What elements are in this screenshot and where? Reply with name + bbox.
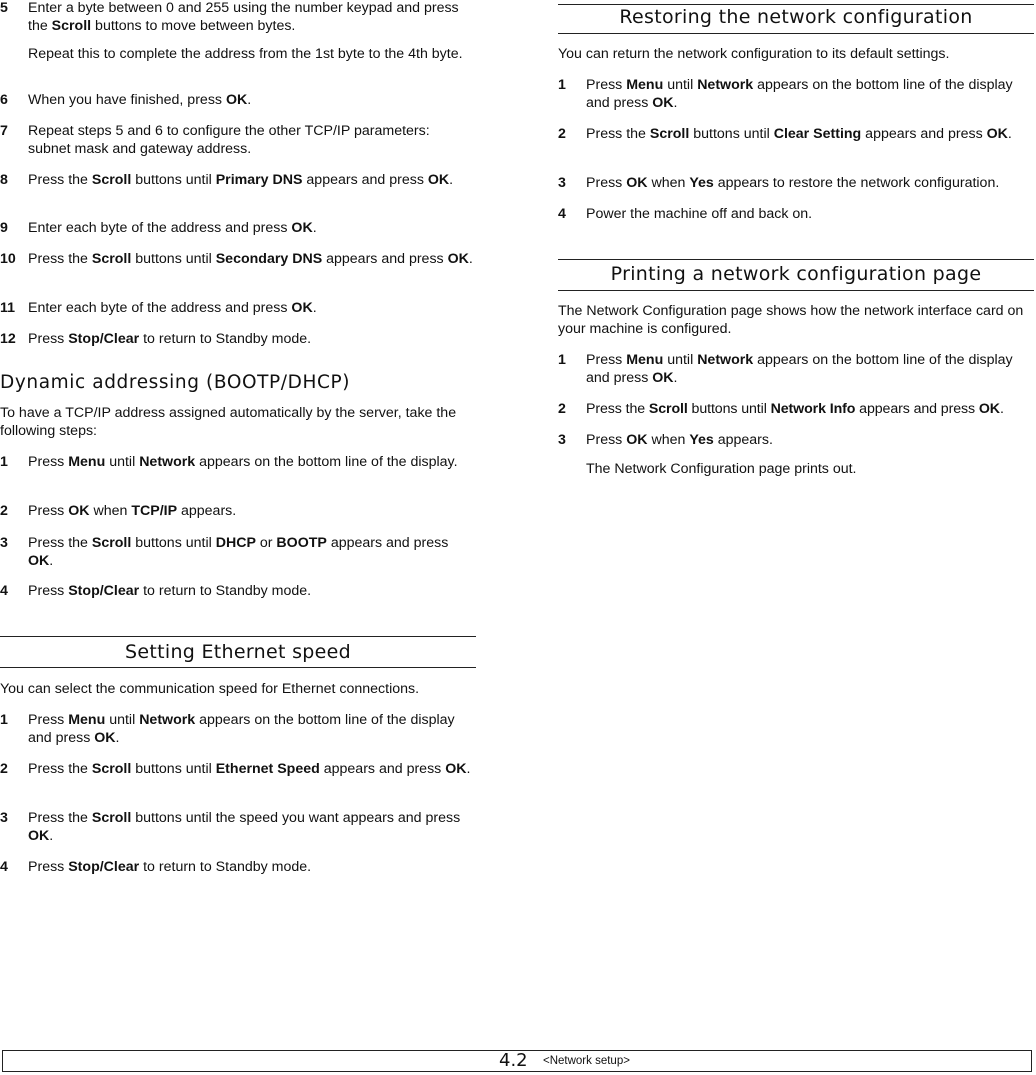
section-intro: The Network Configuration page shows how the network interface card on your machine is configured. bbox=[558, 303, 1024, 337]
step-number: 5 bbox=[0, 0, 8, 16]
step-number: 10 bbox=[0, 251, 16, 267]
step-number: 11 bbox=[0, 300, 15, 316]
step-number: 2 bbox=[0, 761, 8, 777]
section-rule-top bbox=[558, 4, 1034, 5]
step-text: Press the Scroll buttons until Primary DNS appears and press OK. bbox=[28, 172, 454, 188]
step-number: 1 bbox=[558, 352, 566, 368]
step-number: 2 bbox=[558, 126, 566, 142]
step-text: Press Menu until Network appears on the bottom line of the display and press OK. bbox=[28, 712, 455, 746]
step-text: Press OK when Yes appears. bbox=[586, 432, 773, 448]
step-text: Press Stop/Clear to return to Standby mode. bbox=[28, 331, 312, 347]
step-text: Repeat steps 5 and 6 to configure the other TCP/IP parameters: subnet mask and gateway address. bbox=[28, 123, 430, 157]
step-text: Press Menu until Network appears on the bottom line of the display and press OK. bbox=[586, 352, 1013, 386]
section-intro: You can select the communication speed for Ethernet connections. bbox=[0, 681, 420, 697]
step-text: Press the Scroll buttons until Clear Setting appears and press OK. bbox=[586, 126, 1012, 142]
step-text: Press Menu until Network appears on the bottom line of the display and press OK. bbox=[586, 77, 1013, 111]
section-rule-bottom bbox=[558, 290, 1034, 291]
step-text: Press OK when TCP/IP appears. bbox=[28, 503, 237, 519]
section-title: Setting Ethernet speed bbox=[125, 641, 351, 663]
step-number: 1 bbox=[0, 454, 8, 470]
step-text: Power the machine off and back on. bbox=[586, 206, 813, 222]
step-number: 4 bbox=[0, 583, 8, 599]
step-number: 9 bbox=[0, 220, 8, 236]
step-text: Enter each byte of the address and press OK. bbox=[28, 220, 317, 236]
step-text: Press the Scroll buttons until DHCP or BOOTP appears and press OK. bbox=[28, 535, 449, 569]
section-heading: Dynamic addressing (BOOTP/DHCP) bbox=[0, 372, 351, 393]
step-text: Press OK when Yes appears to restore the network configuration. bbox=[586, 175, 1000, 191]
step-number: 12 bbox=[0, 331, 16, 347]
section-title: Restoring the network configuration bbox=[619, 6, 973, 28]
step-number: 7 bbox=[0, 123, 8, 139]
step-number: 3 bbox=[0, 535, 8, 551]
step-text: Enter each byte of the address and press OK. bbox=[28, 300, 317, 316]
section-rule-top bbox=[558, 259, 1034, 260]
step-number: 3 bbox=[558, 175, 566, 191]
step-text: Enter a byte between 0 and 255 using the number keypad and press the Scroll buttons to move between bytes. bbox=[28, 0, 459, 34]
step-text: Press the Scroll buttons until Network Info appears and press OK. bbox=[586, 401, 1004, 417]
section-rule-bottom bbox=[558, 33, 1034, 34]
step-number: 2 bbox=[0, 503, 8, 519]
step-text: Press Stop/Clear to return to Standby mode. bbox=[28, 859, 312, 875]
step-text: When you have finished, press OK. bbox=[28, 92, 252, 108]
step-number: 2 bbox=[558, 401, 566, 417]
step-number: 3 bbox=[558, 432, 566, 448]
step-number: 4 bbox=[558, 206, 566, 222]
step-text: Press the Scroll buttons until Secondary DNS appears and press OK. bbox=[28, 251, 473, 267]
footer-label: <Network setup> bbox=[543, 1055, 630, 1067]
section-title: Printing a network configuration page bbox=[610, 263, 982, 285]
step-note: The Network Configuration page prints out. bbox=[586, 460, 857, 477]
step-number: 4 bbox=[0, 859, 8, 875]
step-text: Press Menu until Network appears on the bottom line of the display. bbox=[28, 454, 458, 470]
step-number: 8 bbox=[0, 172, 8, 188]
step-text: Press the Scroll buttons until Ethernet Speed appears and press OK. bbox=[28, 761, 471, 777]
page-number: 4.2 bbox=[499, 1050, 528, 1071]
section-rule-top bbox=[0, 636, 476, 637]
step-text: Press the Scroll buttons until the speed you want appears and press OK. bbox=[28, 810, 461, 844]
step-text: Press Stop/Clear to return to Standby mode. bbox=[28, 583, 312, 599]
step-note: Repeat this to complete the address from the 1st byte to the 4th byte. bbox=[28, 46, 463, 62]
step-number: 6 bbox=[0, 92, 8, 108]
section-rule-bottom bbox=[0, 667, 476, 668]
step-number: 3 bbox=[0, 810, 8, 826]
step-number: 1 bbox=[558, 77, 566, 93]
step-number: 1 bbox=[0, 712, 8, 728]
section-intro: To have a TCP/IP address assigned automatically by the server, take the following steps: bbox=[0, 405, 457, 439]
section-intro: You can return the network configuration to its default settings. bbox=[558, 46, 950, 62]
